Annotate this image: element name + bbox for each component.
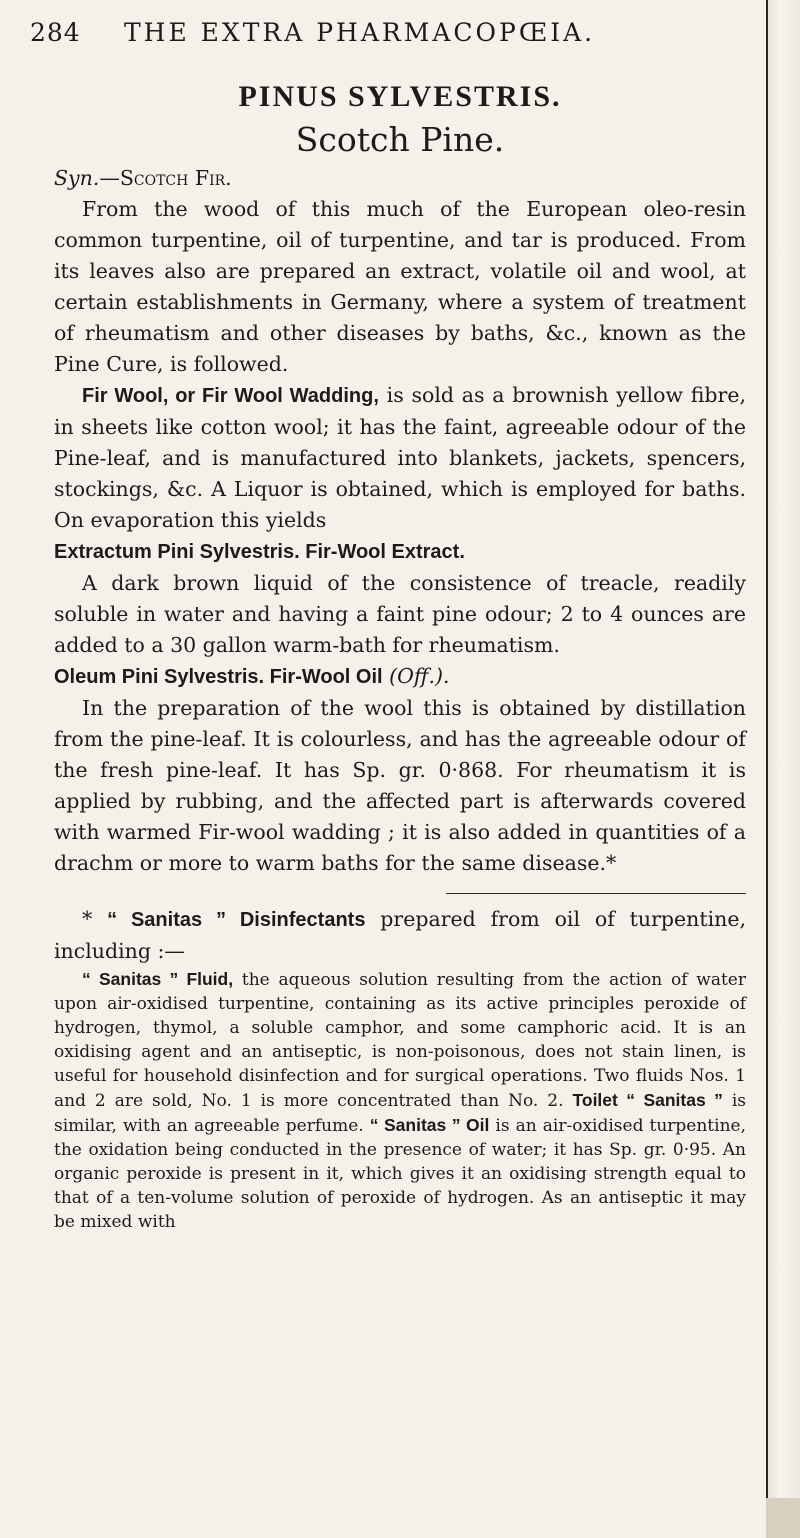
toilet-sanitas-text: is similar, with an agreeable perfume. (54, 1091, 746, 1136)
oil-heading: Oleum Pini Sylvestris. Fir-Wool Oil (54, 666, 383, 688)
footnote-marker: * (82, 907, 108, 931)
synonym-value: —Scotch Fir. (99, 166, 232, 190)
oil-paragraph: In the preparation of the wool this is obtained by distillation from the pine-leaf. It is colourless, and has the agreeable odour of the fresh pine-leaf. It has Sp. gr. 0·868. For rheumatism it is applied by rubbing, and the affected part is afterwards covered with warmed Fir-wool wadding ; it is also added in quantities of a drachm or more to warm baths for the same disease.* (54, 696, 746, 875)
sanitas-fluid-heading: “ Sanitas ” Fluid, (82, 969, 234, 989)
footnote-lead-heading: “ Sanitas ” Disinfectants (107, 909, 366, 931)
fir-wool-heading: Fir Wool, or Fir Wool Wadding, (82, 385, 379, 407)
fir-wool-text: is sold as a brownish yellow fibre, in sheets like cotton wool; it has the faint, agreeable odour of the Pine-leaf, and is manufactured into blankets, jackets, spencers, stockings, &c. A Liquor is obtained, which is employed for baths. On evaporation this yields (54, 383, 746, 532)
footnote-body (54, 967, 746, 1234)
synonym-line (54, 163, 746, 194)
adjacent-page-edge (766, 0, 800, 1538)
page-number: 284 (30, 17, 81, 47)
running-head (30, 14, 750, 50)
oil-heading-line (54, 661, 746, 693)
sanitas-fluid-text: the aqueous solution resulting from the action of water upon air-oxidised turpentine, containing as its active principles peroxide of hydrogen, thymol, a soluble camphor, and some camphoric acid. It is an oxidising agent and an antiseptic, is non-poisonous, does not stain linen, is useful for household disinfection and for surgical operations. Two fluids Nos. 1 and 2 are sold, No. 1 is more concentrated than No. 2. (54, 970, 746, 1111)
intro-paragraph: From the wood of this much of the European oleo-resin common turpentine, oil of turpentine, and tar is produced. From its leaves also are prepared an extract, volatile oil and wool, at certain establishments in Germany, where a system of treatment of rheumatism and other diseases by baths, &c., known as the Pine Cure, is followed. (54, 197, 746, 376)
fir-wool-paragraph (54, 380, 746, 536)
extract-heading: Extractum Pini Sylvestris. Fir-Wool Extract. (54, 541, 465, 563)
running-title: THE EXTRA PHARMACOPŒIA. (124, 17, 596, 47)
oil-official-mark: (Off.). (389, 664, 450, 688)
toilet-sanitas-heading: Toilet “ Sanitas ” (572, 1090, 723, 1110)
extract-heading-line (54, 536, 746, 568)
extract-paragraph: A dark brown liquid of the consistence of treacle, readily soluble in water and having a faint pine odour; 2 to 4 ounces are added to a 30 gallon warm-bath for rheumatism. (54, 571, 746, 657)
footnote-lead (54, 904, 746, 967)
sanitas-oil-heading: “ Sanitas ” Oil (369, 1115, 490, 1135)
footnote-lead-text: prepared from oil of turpentine, including :— (54, 907, 746, 963)
entry-title: PINUS SYLVESTRIS. (238, 80, 562, 113)
entry-subtitle: Scotch Pine. (295, 120, 505, 159)
synonym-label: Syn. (54, 166, 100, 190)
sanitas-oil-text: is an air-oxidised turpentine, the oxidation being conducted in the presence of water; it has Sp. gr. 0·95. An organic peroxide is present in it, which gives it an oxidising strength equal to that of a ten-volume solution of peroxide of hydrogen. As an antiseptic it may be mixed with (54, 1116, 746, 1232)
page-corner-shadow (766, 1498, 800, 1538)
page-content (54, 60, 746, 1234)
footnote-rule (446, 893, 746, 894)
